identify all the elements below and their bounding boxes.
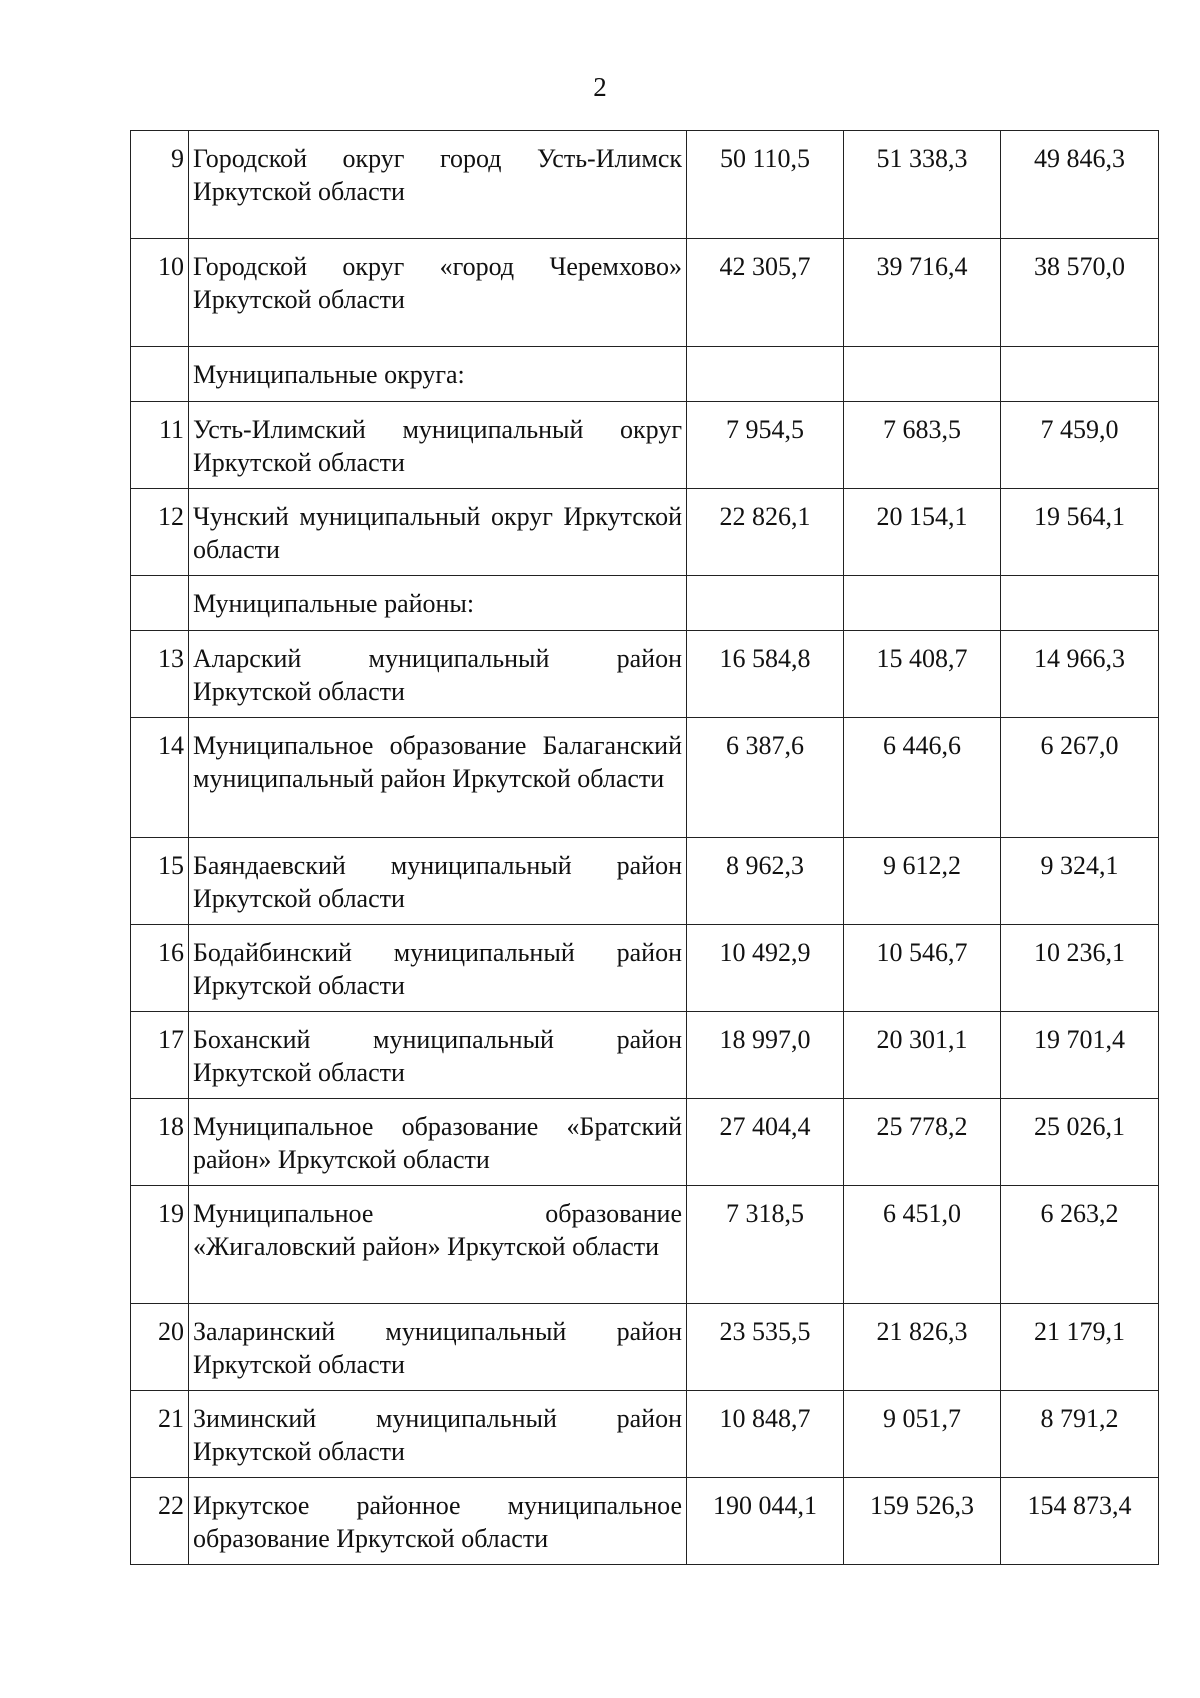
municipality-name: Иркутское районное муниципальное образование Иркутской области [189,1478,687,1565]
row-number: 14 [131,718,189,838]
value-col-3: 6 263,2 [1001,1186,1159,1304]
value-col-2: 159 526,3 [844,1478,1001,1565]
row-number: 10 [131,239,189,347]
municipality-name: Муниципальное образование «Братский район» Иркутской области [189,1099,687,1186]
value-col-1: 7 318,5 [687,1186,844,1304]
value-col-3: 21 179,1 [1001,1304,1159,1391]
municipality-name: Муниципальное образование Балаганский муниципальный район Иркутской области [189,718,687,838]
value-col-2-empty [844,576,1001,631]
value-col-2-empty [844,347,1001,402]
row-number: 21 [131,1391,189,1478]
row-number-empty [131,347,189,402]
value-col-2: 10 546,7 [844,925,1001,1012]
municipality-name: Боханский муниципальный район Иркутской области [189,1012,687,1099]
value-col-3: 8 791,2 [1001,1391,1159,1478]
value-col-3: 9 324,1 [1001,838,1159,925]
section-heading: Муниципальные округа: [189,347,687,402]
table-row [131,402,1159,489]
value-col-3: 10 236,1 [1001,925,1159,1012]
table-row [131,1186,1159,1304]
table-row [131,718,1159,838]
row-number: 13 [131,631,189,718]
section-heading-row [131,347,1159,402]
table-row [131,131,1159,239]
municipality-name: Бодайбинский муниципальный район Иркутской области [189,925,687,1012]
value-col-3: 14 966,3 [1001,631,1159,718]
value-col-1-empty [687,576,844,631]
value-col-2: 6 451,0 [844,1186,1001,1304]
municipality-name: Баяндаевский муниципальный район Иркутской области [189,838,687,925]
row-number: 16 [131,925,189,1012]
value-col-1: 190 044,1 [687,1478,844,1565]
value-col-3: 25 026,1 [1001,1099,1159,1186]
value-col-1: 50 110,5 [687,131,844,239]
municipality-name: Заларинский муниципальный район Иркутской области [189,1304,687,1391]
value-col-3: 7 459,0 [1001,402,1159,489]
row-number: 17 [131,1012,189,1099]
row-number: 12 [131,489,189,576]
value-col-2: 9 051,7 [844,1391,1001,1478]
value-col-1-empty [687,347,844,402]
value-col-3: 154 873,4 [1001,1478,1159,1565]
row-number: 9 [131,131,189,239]
table-row [131,925,1159,1012]
municipality-name: Зиминский муниципальный район Иркутской области [189,1391,687,1478]
value-col-3: 19 701,4 [1001,1012,1159,1099]
value-col-3-empty [1001,347,1159,402]
table-row [131,1304,1159,1391]
value-col-1: 23 535,5 [687,1304,844,1391]
value-col-2: 9 612,2 [844,838,1001,925]
value-col-1: 8 962,3 [687,838,844,925]
value-col-2: 20 154,1 [844,489,1001,576]
row-number: 15 [131,838,189,925]
table-row [131,1391,1159,1478]
value-col-1: 10 848,7 [687,1391,844,1478]
municipality-name: Городской округ город Усть-Илимск Иркутской области [189,131,687,239]
section-heading: Муниципальные районы: [189,576,687,631]
municipality-name: Усть-Илимский муниципальный округ Иркутской области [189,402,687,489]
municipality-name: Аларский муниципальный район Иркутской области [189,631,687,718]
value-col-3: 6 267,0 [1001,718,1159,838]
table-row [131,1012,1159,1099]
value-col-1: 42 305,7 [687,239,844,347]
value-col-3-empty [1001,576,1159,631]
value-col-2: 15 408,7 [844,631,1001,718]
value-col-1: 6 387,6 [687,718,844,838]
value-col-1: 7 954,5 [687,402,844,489]
value-col-2: 6 446,6 [844,718,1001,838]
table-row [131,631,1159,718]
municipality-name: Городской округ «город Черемхово» Иркутской области [189,239,687,347]
value-col-2: 7 683,5 [844,402,1001,489]
value-col-2: 21 826,3 [844,1304,1001,1391]
row-number-empty [131,576,189,631]
municipality-name: Муниципальное образование «Жигаловский район» Иркутской области [189,1186,687,1304]
value-col-2: 51 338,3 [844,131,1001,239]
value-col-1: 16 584,8 [687,631,844,718]
row-number: 11 [131,402,189,489]
row-number: 19 [131,1186,189,1304]
row-number: 18 [131,1099,189,1186]
value-col-2: 39 716,4 [844,239,1001,347]
value-col-3: 38 570,0 [1001,239,1159,347]
page-number: 2 [593,72,607,102]
row-number: 20 [131,1304,189,1391]
value-col-2: 20 301,1 [844,1012,1001,1099]
value-col-3: 19 564,1 [1001,489,1159,576]
row-number: 22 [131,1478,189,1565]
value-col-1: 18 997,0 [687,1012,844,1099]
table-row [131,489,1159,576]
value-col-1: 22 826,1 [687,489,844,576]
table-row [131,1099,1159,1186]
municipality-name: Чунский муниципальный округ Иркутской области [189,489,687,576]
value-col-2: 25 778,2 [844,1099,1001,1186]
data-table [130,130,1159,1565]
section-heading-row [131,576,1159,631]
table-row [131,1478,1159,1565]
table-row [131,838,1159,925]
table-row [131,239,1159,347]
value-col-1: 10 492,9 [687,925,844,1012]
value-col-1: 27 404,4 [687,1099,844,1186]
value-col-3: 49 846,3 [1001,131,1159,239]
